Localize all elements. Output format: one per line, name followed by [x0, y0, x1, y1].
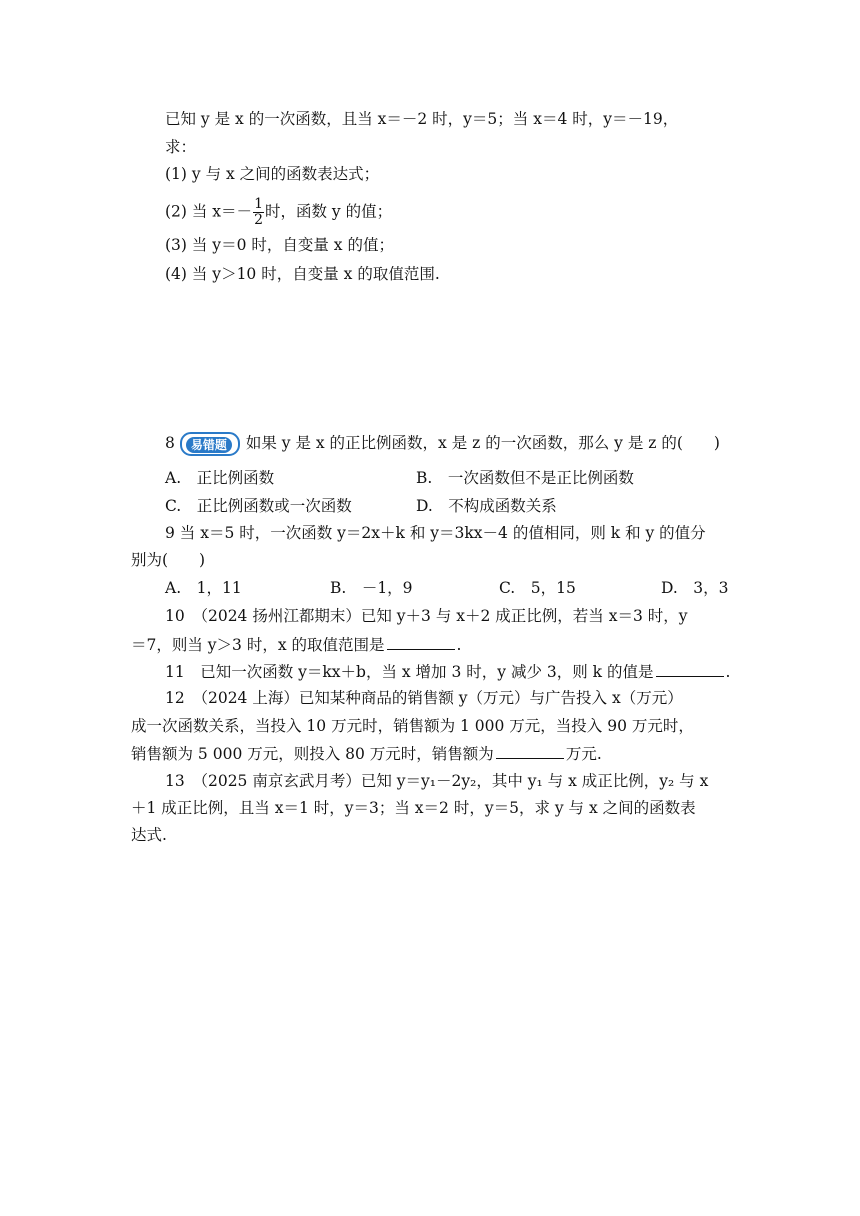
- q7-stem-line2: 求：: [165, 138, 197, 156]
- q13-line3: 达式.: [131, 826, 167, 844]
- q8-option-b: B. 一次函数但不是正比例函数: [416, 469, 634, 487]
- q10-line1: 10 （2024 扬州江都期末）已知 y＋3 与 x＋2 成正比例，若当 x＝3 时，y: [165, 607, 688, 625]
- q11-line: [165, 660, 730, 682]
- q7-fraction-numerator: 1: [254, 196, 263, 212]
- q9-option-a: A. 1，11: [165, 579, 242, 597]
- q12-line2: 成一次函数关系，当投入 10 万元时，销售额为 1 000 万元，当投入 90 万元时，: [131, 717, 694, 735]
- q9-line2: 别为( ): [131, 551, 206, 569]
- q12-line3-end: 万元.: [565, 745, 602, 763]
- q8-option-c: C. 正比例函数或一次函数: [165, 497, 352, 515]
- q9-line1: 9 当 x＝5 时，一次函数 y＝2x＋k 和 y＝3kx－4 的值相同，则 k 和 y 的值分: [165, 524, 706, 542]
- q13-line1: 13 （2025 南京玄武月考）已知 y＝y₁－2y₂，其中 y₁ 与 x 成正比例，y₂ 与 x: [165, 772, 709, 790]
- q7-part-3: (3) 当 y＝0 时，自变量 x 的值；: [165, 236, 394, 254]
- q11-end: .: [725, 663, 731, 681]
- q13-line2: ＋1 成正比例，且当 x＝1 时，y＝3；当 x＝2 时，y＝5，求 y 与 x 之间的函数表: [131, 799, 696, 817]
- error-prone-tag: [180, 432, 240, 456]
- q10-line2-end: .: [456, 636, 462, 654]
- q9-option-d: D. 3，3: [661, 579, 729, 597]
- q10-line2-text: ＝7，则当 y＞3 时，x 的取值范围是: [131, 636, 385, 654]
- q9-option-c: C. 5，15: [499, 579, 576, 597]
- q12-answer-blank[interactable]: [496, 742, 564, 759]
- q8-option-d: D. 不构成函数关系: [416, 497, 557, 515]
- q8-stem: [165, 432, 720, 456]
- q12-line3-text: 销售额为 5 000 万元，则投入 80 万元时，销售额为: [131, 745, 494, 763]
- q7-part-2-suffix: 时，函数 y 的值；: [264, 202, 393, 221]
- q11-answer-blank[interactable]: [656, 660, 724, 677]
- q10-line2: [131, 633, 461, 655]
- q8-stem-text: 如果 y 是 x 的正比例函数，x 是 z 的一次函数，那么 y 是 z 的( ): [245, 434, 720, 452]
- q8-option-a: A. 正比例函数: [165, 469, 275, 487]
- q7-fraction-denominator: 2: [254, 212, 263, 228]
- q7-part-2-prefix: (2) 当 x＝－: [165, 202, 253, 221]
- error-prone-tag-label: 易错题: [186, 437, 232, 453]
- q9-option-b: B. －1，9: [330, 579, 413, 597]
- q8-number: 8: [165, 434, 175, 452]
- q7-part-1: (1) y 与 x 之间的函数表达式；: [165, 165, 380, 183]
- q11-text: 11 已知一次函数 y＝kx＋b，当 x 增加 3 时，y 减少 3，则 k 的值是: [165, 663, 654, 681]
- q10-answer-blank[interactable]: [387, 633, 455, 650]
- q7-part-2: [165, 197, 392, 228]
- q7-stem-line1: 已知 y 是 x 的一次函数，且当 x＝－2 时，y＝5；当 x＝4 时，y＝－19，: [165, 110, 679, 128]
- q12-line1: 12 （2024 上海）已知某种商品的销售额 y（万元）与广告投入 x（万元）: [165, 689, 683, 707]
- q7-part-4: (4) 当 y＞10 时，自变量 x 的取值范围.: [165, 265, 440, 283]
- q12-line3: [131, 742, 602, 764]
- q7-fraction: [253, 197, 264, 228]
